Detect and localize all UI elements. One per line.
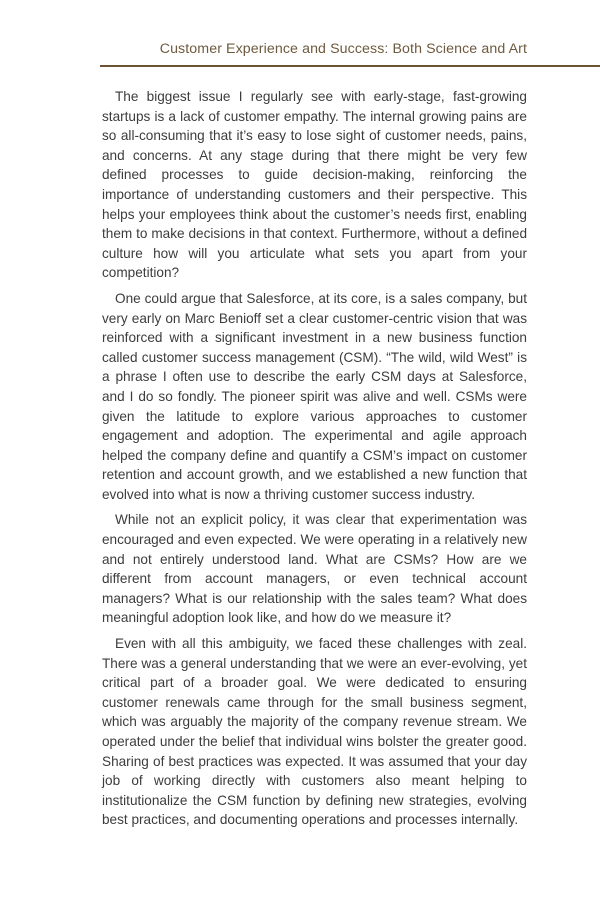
paragraph-ambiguity-zeal: Even with all this ambiguity, we faced these challenges with zeal. There was a general understanding that we were an ever-evolving, yet critical part of a broader goal. We were dedicated to ensuring customer renewals came through for the small business segment, which was arguably the majority of the company revenue stream. We operated under the belief that individual wins bolster the greater good. Sharing of best practices was expected. It was assumed that your day job of working directly with customers also meant helping to institutionalize the CSM function by defining new strategies, evolving best practices, and documenting operations and processes internally. — [102, 636, 527, 828]
header-rule-divider — [100, 65, 600, 67]
paragraph-experimentation: While not an explicit policy, it was clear that experimentation was encouraged and even expected. We were operating in a relatively new and not entirely understood land. What are CSMs? How are we different from account managers, or even technical account managers? What is our relationship with the sales team? What does meaningful adoption look like, and how do we measure it? — [102, 512, 527, 626]
running-head-title: Customer Experience and Success: Both Science and Art — [159, 41, 527, 57]
page-body — [102, 87, 527, 836]
paragraph-salesforce-csm: One could argue that Salesforce, at its core, is a sales company, but very early on Marc Benioff set a clear customer-centric vision that was reinforced with a significant investment in a new business function called customer success management (CSM). “The wild, wild West” is a phrase I often use to describe the early CSM days at Salesforce, and I do so fondly. The pioneer spirit was alive and well. CSMs were given the latitude to explore various approaches to customer engagement and adoption. The experimental and agile approach helped the company define and quantify a CSM’s impact on customer retention and account growth, and we established a new function that evolved into what is now a thriving customer success industry. — [102, 290, 527, 502]
running-head — [100, 38, 600, 66]
paragraph-customer-empathy: The biggest issue I regularly see with early-stage, fast-growing startups is a lack of customer empathy. The internal growing pains are so all-consuming that it’s easy to lose sight of customer needs, pains, and concerns. At any stage during that there might be very few defined processes to guide decision-making, reinforcing the importance of understanding customers and their perspective. This helps your employees think about the customer’s needs first, enabling them to make decisions in that context. Furthermore, without a defined culture how will you articulate what sets you apart from your competition? — [102, 89, 527, 281]
